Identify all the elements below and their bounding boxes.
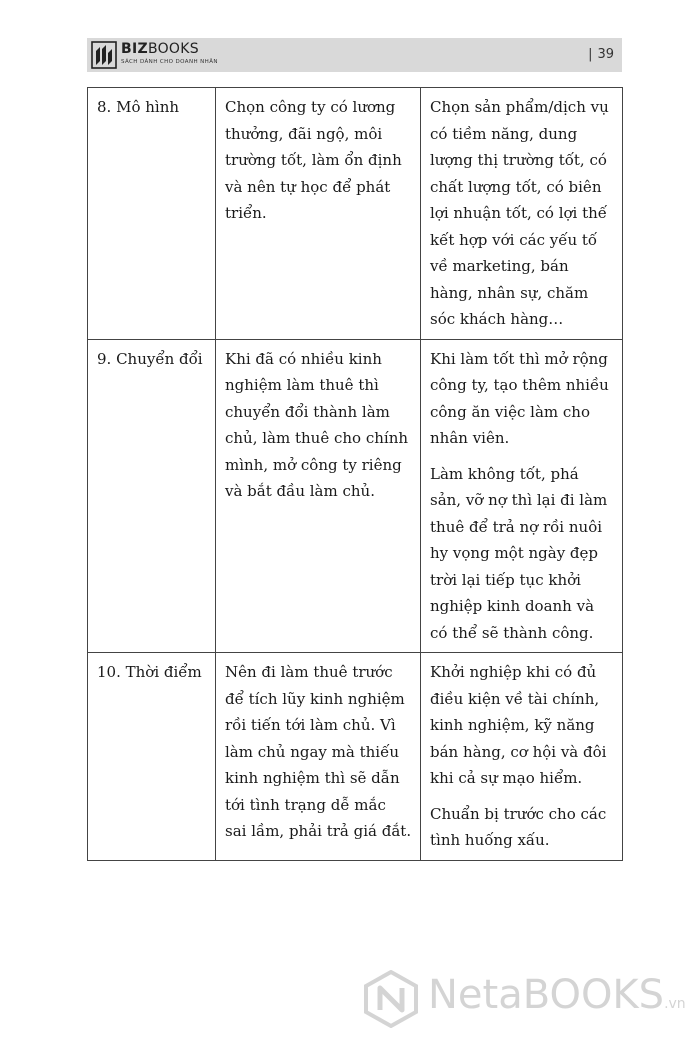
page-number: 39 [597,47,614,62]
netabooks-watermark [362,970,692,1030]
cell-paragraph: Chuẩn bị trước cho các tình huống xấu. [430,804,607,849]
page-header [87,38,622,72]
table-cell [421,653,623,861]
watermark-brand: NetaBOOKS [428,972,665,1018]
table-row [88,88,623,340]
table-row [88,653,623,861]
comparison-table [87,87,623,861]
cell-paragraph: Khi đã có nhiều kinh nghiệm làm thuê thì chuyển đổi thành làm chủ, làm thuê cho chính mình, mở công ty riêng và bắt đầu làm chủ. [225,349,409,500]
watermark-domain: .vn [664,996,686,1012]
brand-light: BOOKS [147,41,199,57]
cell-paragraph: Nên đi làm thuê trước để tích lũy kinh nghiệm rồi tiến tới làm chủ. Vì làm chủ ngay mà thiếu kinh nghiệm thì sẽ dẫn tới tình trạng dễ mắc sai lầm, phải trả giá đắt. [225,663,412,840]
row-label: 10. Thời điểm [88,653,216,861]
row-label: 9. Chuyển đổi [88,339,216,653]
table-cell [421,88,623,340]
cell-paragraph: Khởi nghiệp khi có đủ điều kiện về tài chính, kinh nghiệm, kỹ năng bán hàng, cơ hội và đôi khi cả sự mạo hiểm. [430,663,607,787]
table-cell [216,339,421,653]
page-separator: | [588,47,593,62]
table-row [88,339,623,653]
cell-paragraph: Khi làm tốt thì mở rộng công ty, tạo thêm nhiều công ăn việc làm cho nhân viên. [430,349,609,447]
page-number-block [588,47,614,62]
table-cell [216,653,421,861]
brand-name [121,41,199,57]
brand-bold: BIZ [121,41,148,57]
netabooks-logo-icon [362,970,420,1028]
watermark-text [428,972,686,1018]
row-label: 8. Mô hình [88,88,216,340]
cell-paragraph: Chọn công ty có lương thưởng, đãi ngộ, môi trường tốt, làm ổn định và nên tự học để phát triển. [225,98,402,222]
bizbooks-logo-icon [91,41,117,69]
cell-paragraph: Làm không tốt, phá sản, vỡ nợ thì lại đi làm thuê để trả nợ rồi nuôi hy vọng một ngày đẹp trời lại tiếp tục khởi nghiệp kinh doanh và có thể sẽ thành công. [430,464,608,642]
cell-paragraph: Chọn sản phẩm/dịch vụ có tiềm năng, dung lượng thị trường tốt, có chất lượng tốt, có biên lợi nhuận tốt, có lợi thế kết hợp với các yếu tố về marketing, bán hàng, nhân sự, chăm sóc khách hàng… [430,98,609,328]
brand-tagline: SÁCH DÀNH CHO DOANH NHÂN [121,59,218,65]
table-cell [421,339,623,653]
table-cell [216,88,421,340]
